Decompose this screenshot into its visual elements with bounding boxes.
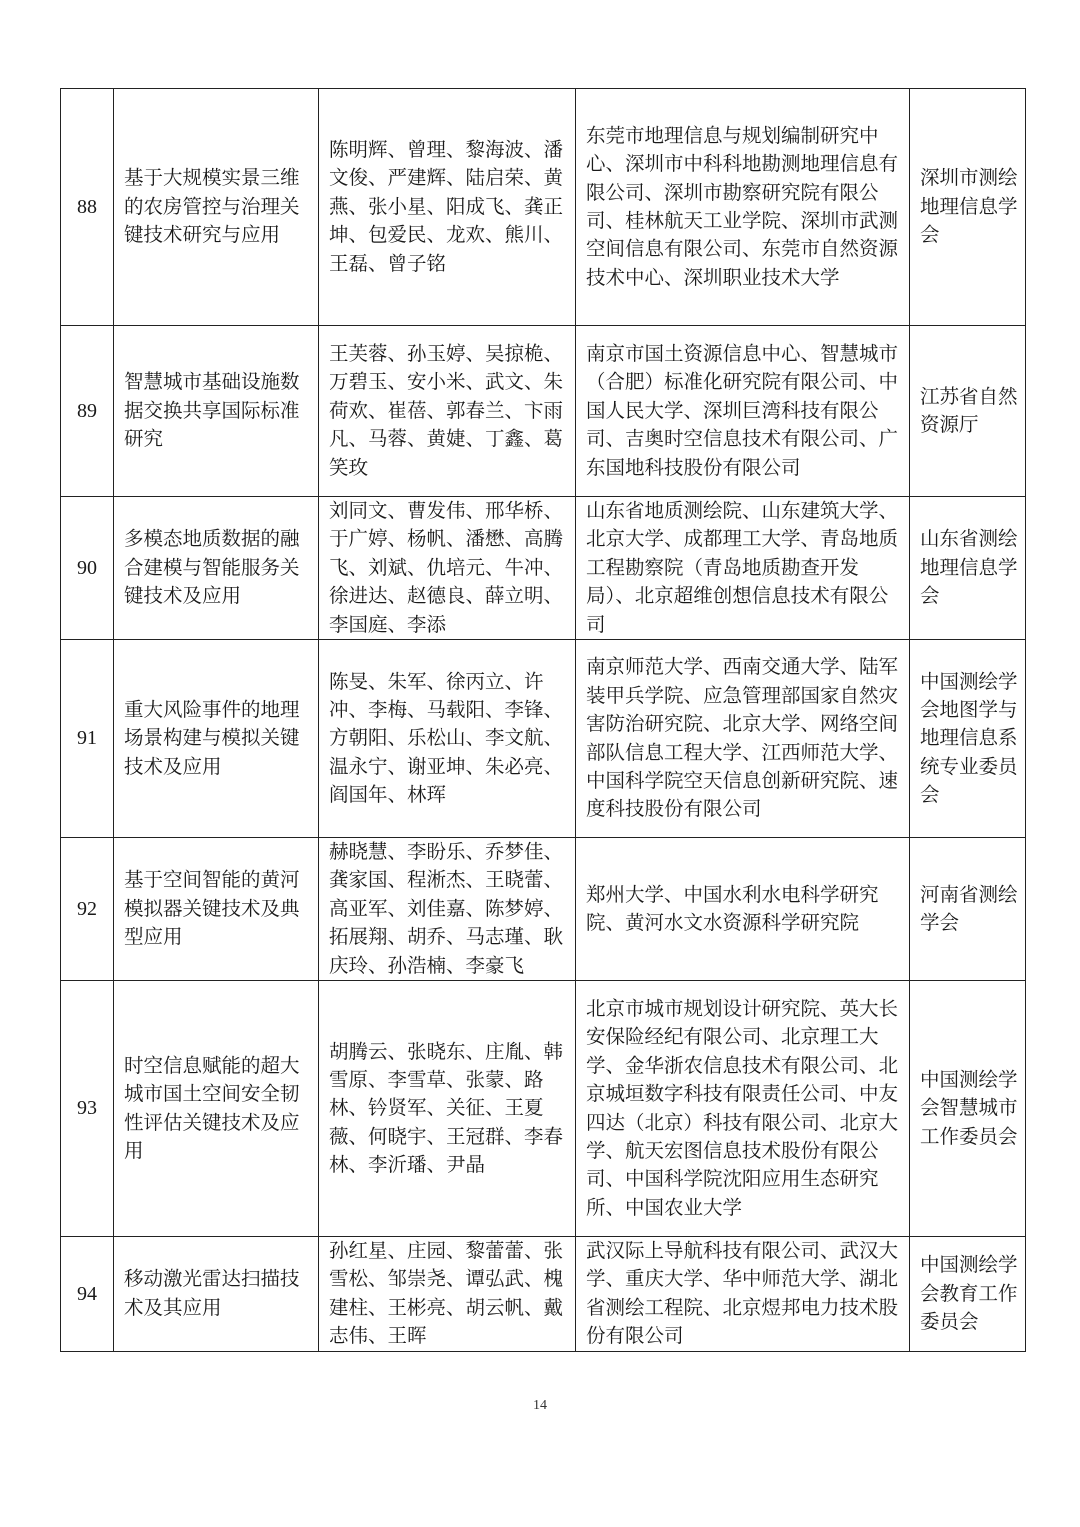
project-title: 多模态地质数据的融合建模与智能服务关键技术及应用 — [124, 527, 300, 608]
table-row — [61, 1237, 1026, 1352]
row-number: 91 — [61, 640, 114, 838]
contributors: 陈明辉、曾理、黎海波、潘文俊、严建辉、陆启荣、黄燕、张小星、阳成飞、龚正坤、包爱民、龙欢、熊川、王磊、曾子铭 — [329, 137, 564, 275]
row-number: 93 — [61, 981, 114, 1237]
table-row — [61, 640, 1026, 838]
organizations: 南京师范大学、西南交通大学、陆军装甲兵学院、应急管理部国家自然灾害防治研究院、北京大学、网络空间部队信息工程大学、江西师范大学、中国科学院空天信息创新研究院、速度科技股份有限公司 — [586, 655, 899, 821]
project-title: 时空信息赋能的超大城市国土空间安全韧性评估关键技术及应用 — [124, 1053, 300, 1162]
project-title: 智慧城市基础设施数据交换共享国际标准研究 — [124, 370, 300, 451]
table-row — [61, 89, 1026, 326]
row-number: 92 — [61, 838, 114, 981]
project-title: 移动激光雷达扫描技术及其应用 — [124, 1267, 300, 1319]
organizations: 武汉际上导航科技有限公司、武汉大学、重庆大学、华中师范大学、湖北省测绘工程院、北京煜邦电力技术股份有限公司 — [586, 1239, 899, 1348]
organizations: 南京市国土资源信息中心、智慧城市（合肥）标准化研究院有限公司、中国人民大学、深圳巨湾科技有限公司、吉奥时空信息技术有限公司、广东国地科技股份有限公司 — [586, 341, 899, 479]
table-row — [61, 981, 1026, 1237]
contributors: 刘同文、曹发伟、邢华桥、于广婷、杨帆、潘懋、高腾飞、刘斌、仇培元、牛冲、徐进达、赵德良、薛立明、李国庭、李添 — [329, 499, 564, 636]
project-title: 重大风险事件的地理场景构建与模拟关键技术及应用 — [124, 697, 300, 778]
recommender: 中国测绘学会地图学与地理信息系统专业委员会 — [920, 669, 1018, 807]
row-number: 94 — [61, 1237, 114, 1352]
organizations: 北京市城市规划设计研究院、英大长安保险经纪有限公司、北京理工大学、金华浙农信息技术有限公司、北京城垣数字科技有限责任公司、中友四达（北京）科技有限公司、北京大学、航天宏图信息技术股份有限公司、中国科学院沈阳应用生态研究所、中国农业大学 — [586, 996, 899, 1219]
table-row — [61, 497, 1026, 640]
award-table — [60, 88, 1026, 1352]
table-row — [61, 838, 1026, 981]
recommender: 中国测绘学会智慧城市工作委员会 — [920, 1067, 1018, 1148]
row-number: 89 — [61, 326, 114, 497]
table-row — [61, 326, 1026, 497]
recommender: 江苏省自然资源厅 — [920, 384, 1018, 436]
organizations: 郑州大学、中国水利水电科学研究院、黄河水文水资源科学研究院 — [586, 882, 879, 935]
contributors: 王芙蓉、孙玉婷、吴掠桅、万碧玉、安小米、武文、朱荷欢、崔蓓、郭春兰、卞雨凡、马蓉、黄婕、丁鑫、葛笑玫 — [329, 341, 564, 479]
project-title: 基于空间智能的黄河模拟器关键技术及典型应用 — [124, 868, 300, 949]
organizations: 东莞市地理信息与规划编制研究中心、深圳市中科科地勘测地理信息有限公司、深圳市勘察研究院有限公司、桂林航天工业学院、深圳市武测空间信息有限公司、东莞市自然资源技术中心、深圳职业技术大学 — [586, 123, 899, 289]
row-number: 88 — [61, 89, 114, 326]
page-number: 14 — [533, 1398, 547, 1413]
organizations: 山东省地质测绘院、山东建筑大学、北京大学、成都理工大学、青岛地质工程勘察院（青岛地质勘查开发局）、北京超维创想信息技术有限公司 — [586, 499, 899, 636]
recommender: 中国测绘学会教育工作委员会 — [920, 1253, 1018, 1334]
row-number: 90 — [61, 497, 114, 640]
contributors: 孙红星、庄园、黎蕾蕾、张雪松、邹崇尧、谭弘武、槐建柱、王彬亮、胡云帆、戴志伟、王晖 — [329, 1239, 564, 1348]
contributors: 陈旻、朱军、徐丙立、许冲、李梅、马载阳、李锋、方朝阳、乐松山、李文航、温永宁、谢亚坤、朱必亮、阎国年、林珲 — [329, 669, 564, 807]
recommender: 山东省测绘地理信息学会 — [920, 527, 1018, 608]
recommender: 河南省测绘学会 — [920, 882, 1018, 935]
contributors: 胡腾云、张晓东、庄胤、韩雪原、李雪草、张蒙、路林、钤贤军、关征、王夏薇、何晓宇、王冠群、李春林、李沂璠、尹晶 — [329, 1039, 564, 1177]
recommender: 深圳市测绘地理信息学会 — [920, 166, 1018, 247]
project-title: 基于大规模实景三维的农房管控与治理关键技术研究与应用 — [124, 166, 300, 247]
contributors: 赫晓慧、李盼乐、乔梦佳、龚家国、程淅杰、王晓蕾、高亚军、刘佳嘉、陈梦婷、拓展翔、胡乔、马志瑾、耿庆玲、孙浩楠、李豪飞 — [329, 840, 564, 977]
